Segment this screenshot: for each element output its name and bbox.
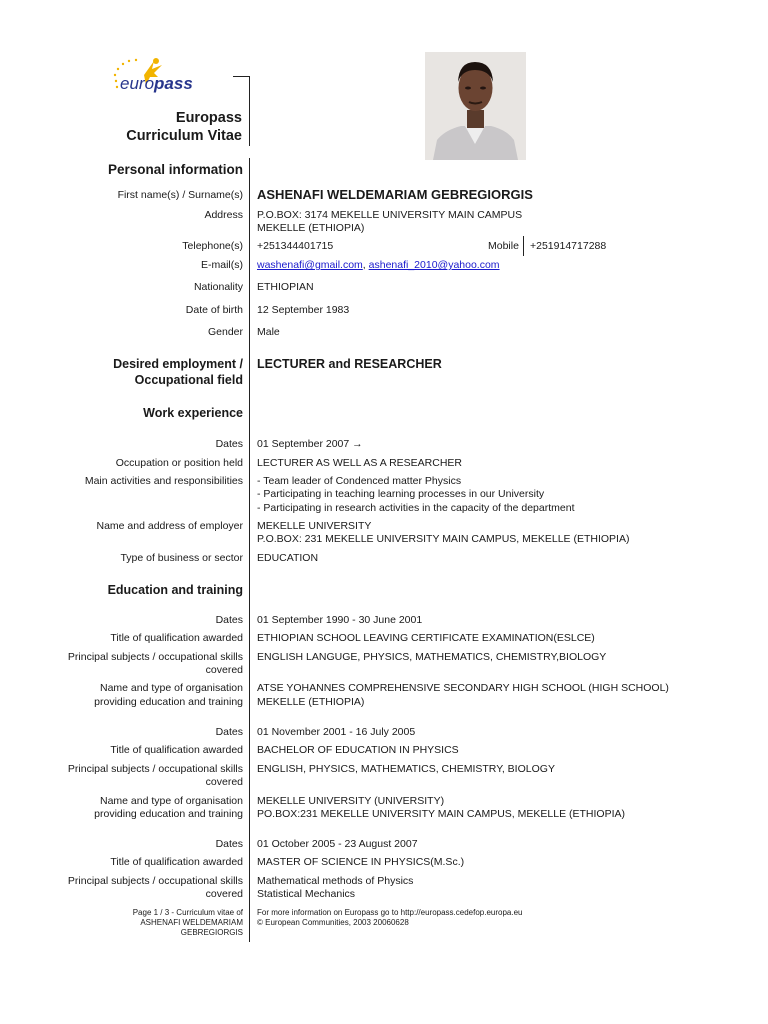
- email-link-gmail[interactable]: washenafi@gmail.com: [257, 259, 363, 271]
- dob-value: 12 September 1983: [257, 304, 350, 316]
- gender-value: Male: [257, 326, 280, 338]
- edu1-org-line2: MEKELLE (ETHIOPIA): [257, 696, 365, 708]
- footer-europass-info: [257, 908, 523, 928]
- email-values: [257, 259, 500, 272]
- activity-item-3: - Participating in research activities in the capacity of the department: [257, 502, 575, 514]
- header-vertical-line: [249, 76, 250, 146]
- cv-title: [126, 109, 242, 145]
- edu2-dates: 01 November 2001 - 16 July 2005: [257, 726, 416, 738]
- footer-right-line1: For more information on Europass go to http://europass.cedefop.europa.eu: [257, 908, 523, 917]
- full-name: ASHENAFI WELDEMARIAM GEBREGIORGIS: [257, 187, 533, 202]
- work-dates-label: Dates: [215, 438, 243, 450]
- edu3-title: MASTER OF SCIENCE IN PHYSICS(M.Sc.): [257, 856, 465, 868]
- desired-label-line1: Desired employment /: [113, 357, 243, 371]
- footer-page-info: [133, 908, 243, 938]
- footer-left-line1: Page 1 / 3 - Curriculum vitae of: [132, 908, 243, 917]
- edu3-dates: 01 October 2005 - 23 August 2007: [257, 838, 418, 850]
- edu2-dates-label: Dates: [215, 726, 243, 738]
- edu1-title: ETHIOPIAN SCHOOL LEAVING CERTIFICATE EXAMINATION(ESLCE): [257, 632, 595, 644]
- edu1-subjects: ENGLISH LANGUGE, PHYSICS, MATHEMATICS, CHEMISTRY,BIOLOGY: [257, 651, 607, 663]
- work-dates-value: 01 September 2007 →: [257, 438, 363, 450]
- edu1-dates-label: Dates: [215, 614, 243, 626]
- header-corner-line: [233, 76, 249, 77]
- mobile-value: +251914717288: [530, 240, 607, 252]
- cv-title-line1: Europass: [175, 110, 242, 126]
- edu3-dates-label: Dates: [215, 838, 243, 850]
- section-personal-information: Personal information: [107, 162, 243, 177]
- profile-photo: [425, 52, 526, 160]
- employer-label: Name and address of employer: [96, 520, 243, 532]
- section-education-training: Education and training: [107, 583, 243, 597]
- edu2-subjects-label-line2: covered: [205, 776, 243, 788]
- nationality-label: Nationality: [193, 281, 243, 293]
- address-label: Address: [204, 209, 243, 221]
- telephone-label: Telephone(s): [182, 240, 243, 252]
- edu3-subjects-label-line2: covered: [205, 888, 243, 900]
- name-label: First name(s) / Surname(s): [117, 189, 243, 201]
- mobile-divider: [523, 236, 524, 256]
- desired-label-line2: Occupational field: [134, 373, 243, 387]
- edu2-title: BACHELOR OF EDUCATION IN PHYSICS: [257, 744, 459, 756]
- edu2-subjects: ENGLISH, PHYSICS, MATHEMATICS, CHEMISTRY, BIOLOGY: [257, 763, 555, 775]
- logo-text-euro: euro: [120, 74, 155, 93]
- section-work-experience: Work experience: [143, 406, 243, 420]
- occupation-value: LECTURER AS WELL AS A RESEARCHER: [257, 457, 463, 469]
- nationality-value: ETHIOPIAN: [257, 281, 314, 293]
- edu3-subjects-label-line1: Principal subjects / occupational skills: [67, 875, 243, 887]
- edu2-org-label-line2: providing education and training: [94, 808, 243, 820]
- occupation-label: Occupation or position held: [115, 457, 243, 469]
- employer-line1: MEKELLE UNIVERSITY: [257, 520, 372, 532]
- footer-right-line2: © European Communities, 2003 20060628: [257, 918, 409, 927]
- edu2-title-label: Title of qualification awarded: [110, 744, 243, 756]
- edu2-subjects-label-line1: Principal subjects / occupational skills: [67, 763, 243, 775]
- europass-logo: [110, 55, 200, 97]
- activity-item-1: - Team leader of Condenced matter Physics: [257, 475, 462, 487]
- edu1-org-label-line1: Name and type of organisation: [99, 682, 243, 694]
- main-vertical-divider: [249, 158, 250, 942]
- footer-left-line3: GEBREGIORGIS: [180, 928, 243, 937]
- edu3-subjects-line1: Mathematical methods of Physics: [257, 875, 414, 887]
- address-line1: P.O.BOX: 3174 MEKELLE UNIVERSITY MAIN CAMPUS: [257, 209, 523, 221]
- logo-text-pass: pass: [154, 74, 193, 93]
- employer-line2: P.O.BOX: 231 MEKELLE UNIVERSITY MAIN CAMPUS, MEKELLE (ETHIOPIA): [257, 533, 630, 545]
- edu2-org-label-line1: Name and type of organisation: [99, 795, 243, 807]
- activity-item-2: - Participating in teaching learning processes in our University: [257, 488, 545, 500]
- sector-value: EDUCATION: [257, 552, 319, 564]
- email-link-yahoo[interactable]: ashenafi_2010@yahoo.com: [368, 259, 500, 271]
- edu1-dates: 01 September 1990 - 30 June 2001: [257, 614, 423, 626]
- desired-employment-value: LECTURER and RESEARCHER: [257, 357, 442, 371]
- dob-label: Date of birth: [185, 304, 243, 316]
- telephone-value: +251344401715: [257, 240, 334, 252]
- cv-title-line2: Curriculum Vitae: [126, 128, 242, 144]
- edu1-org-label-line2: providing education and training: [94, 696, 243, 708]
- edu2-org-line1: MEKELLE UNIVERSITY (UNIVERSITY): [257, 795, 445, 807]
- gender-label: Gender: [207, 326, 243, 338]
- email-label: E-mail(s): [201, 259, 243, 271]
- edu1-subjects-label-line1: Principal subjects / occupational skills: [67, 651, 243, 663]
- edu1-title-label: Title of qualification awarded: [110, 632, 243, 644]
- mobile-label: Mobile: [488, 240, 519, 252]
- email-separator: ,: [362, 259, 366, 271]
- activities-label: Main activities and responsibilities: [84, 475, 243, 487]
- edu3-title-label: Title of qualification awarded: [110, 856, 243, 868]
- address-line2: MEKELLE (ETHIOPIA): [257, 222, 365, 234]
- desired-employment-label: [113, 356, 243, 388]
- edu2-org-line2: PO.BOX:231 MEKELLE UNIVERSITY MAIN CAMPUS, MEKELLE (ETHIOPIA): [257, 808, 625, 820]
- edu1-org-line1: ATSE YOHANNES COMPREHENSIVE SECONDARY HIGH SCHOOL (HIGH SCHOOL): [257, 682, 669, 694]
- edu1-subjects-label-line2: covered: [205, 664, 243, 676]
- footer-left-line2: ASHENAFI WELDEMARIAM: [140, 918, 243, 927]
- sector-label: Type of business or sector: [120, 552, 243, 564]
- edu3-subjects-line2: Statistical Mechanics: [257, 888, 356, 900]
